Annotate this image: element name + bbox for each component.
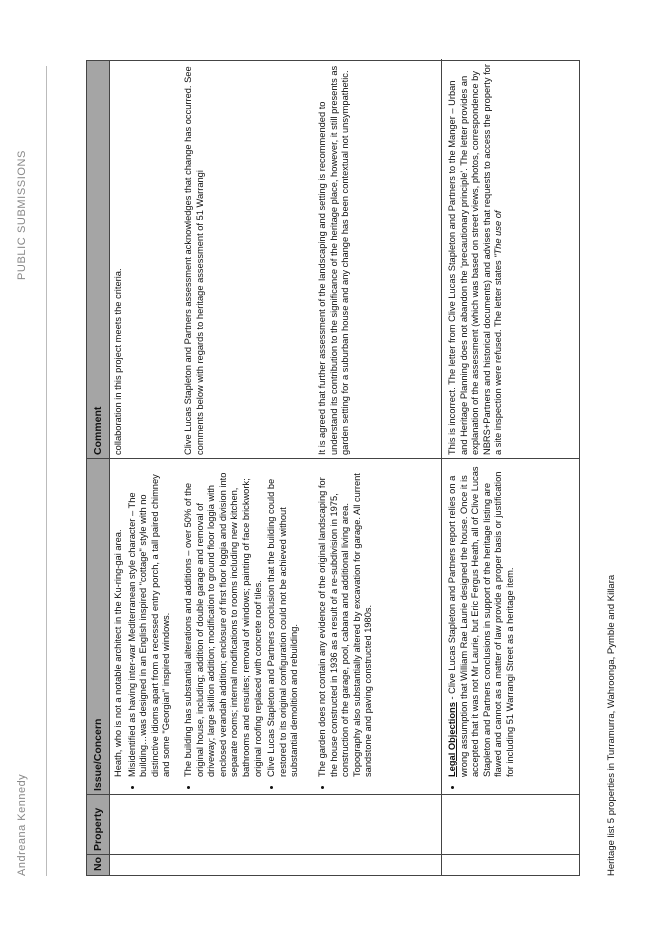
table-row-4-issues <box>447 463 519 791</box>
footer-caption: Heritage list 5 properties in Turramurra, Wahroonga, Pymble and Killara <box>606 574 617 876</box>
table-row-1-comment: collaboration in this project meets the criteria. <box>113 268 123 455</box>
column-header-no: No <box>92 857 104 871</box>
comment-text: This is incorrect. The letter from Clive Lucas Stapleton and Partners to the Manger – Urban and Heritage Planning does not abandon the 'precautionary principle'. The letter provides an explanation of the assessment (which was based on street views, photos, correspondence by NBRS+Partners and historical documents) and advises that requests to access the property for a site inspection were refused. The letter states <box>447 64 504 455</box>
issue-item <box>447 463 517 777</box>
row-divider <box>441 59 442 875</box>
header-section-title: PUBLIC SUBMISSIONS <box>16 150 28 280</box>
legal-objections-label: Legal Objections <box>447 702 457 777</box>
table-row-3-issues <box>317 463 377 791</box>
table-row-1-issues <box>113 463 175 791</box>
table-header-row <box>87 61 110 875</box>
issue-item: • Clive Lucas Stapleton and Partners conclusion that the building could be restored to its original configuration could not be achieved without substantial demolition and rebuilding. <box>266 463 301 777</box>
header-author: Andreana Kennedy <box>16 773 28 876</box>
table-row-4-comment <box>447 63 505 455</box>
column-divider <box>87 794 579 795</box>
issue-item: Heath, who is not a notable architect in the Ku-ring-gai area. <box>113 529 123 777</box>
table-row-2-comment: Clive Lucas Stapleton and Partners assessment acknowledges that change has occurred. See comments below with regards to heritage assessment of 51 Warrangi <box>183 66 205 455</box>
header-rule <box>46 66 47 876</box>
column-header-property: Property <box>92 807 104 851</box>
comment-quote: "The use of <box>493 210 504 258</box>
issue-item: • The garden does not contain any evidence of the original landscaping for the house constructed in 1936 as a result of a re-subdivision in 1975, construction of the garage, pool, cabana and additional living area. Topography also substantially altered by excavation for garage. All current sandstone and paving constructed 1980s. <box>317 463 375 777</box>
table-row-3-comment: It is agreed that further assessment of the landscaping and setting is recommended to understand its contribution to the significance of the heritage place, however, it still presents as garden setting for a suburban house and any change has been contextual not unsympathetic. <box>317 65 351 455</box>
submissions-table <box>86 60 580 876</box>
legal-objections-text: - Clive Lucas Stapleton and Partners report relies on a wrong assumption that William Rae Laurie designed the house. Once it is accepted that it was not Mr Laurie, but Eric Fergus Heath, all of Clive Lucas Stapleton and Partners conclusions in support of the heritage listing are flawed and cannot as a matter of law provide a proper basis or justification for including 51 Warrangi Street as a heritage item. <box>447 466 515 777</box>
table-row-2-issues <box>183 463 303 791</box>
column-header-issue: Issue/Concern <box>92 718 104 791</box>
column-divider <box>87 458 579 459</box>
column-divider <box>87 854 579 855</box>
issue-item: • Misidentified as having inter-war Mediterranean style character – The building…was designed in an English inspired "cottage" style with no distinctive idioms apart from a recessed entry porch, a tall paired chimney and some "Georgian" inspired windows. <box>127 463 173 777</box>
issue-item: • The building has substantial alterations and additions – over 50% of the original house, including; addition of double garage and removal of driveway; large skillion addition; modification to ground floor loggia with enclosed verandah addition; enclosure of first floor loggia and division into separate rooms; internal modifications to rooms including new kitchen, bathrooms and ensuites; removal of windows; painting of face brickwork; original roofing replaced with concrete roof tiles. <box>183 463 264 777</box>
column-header-comment: Comment <box>92 406 104 455</box>
